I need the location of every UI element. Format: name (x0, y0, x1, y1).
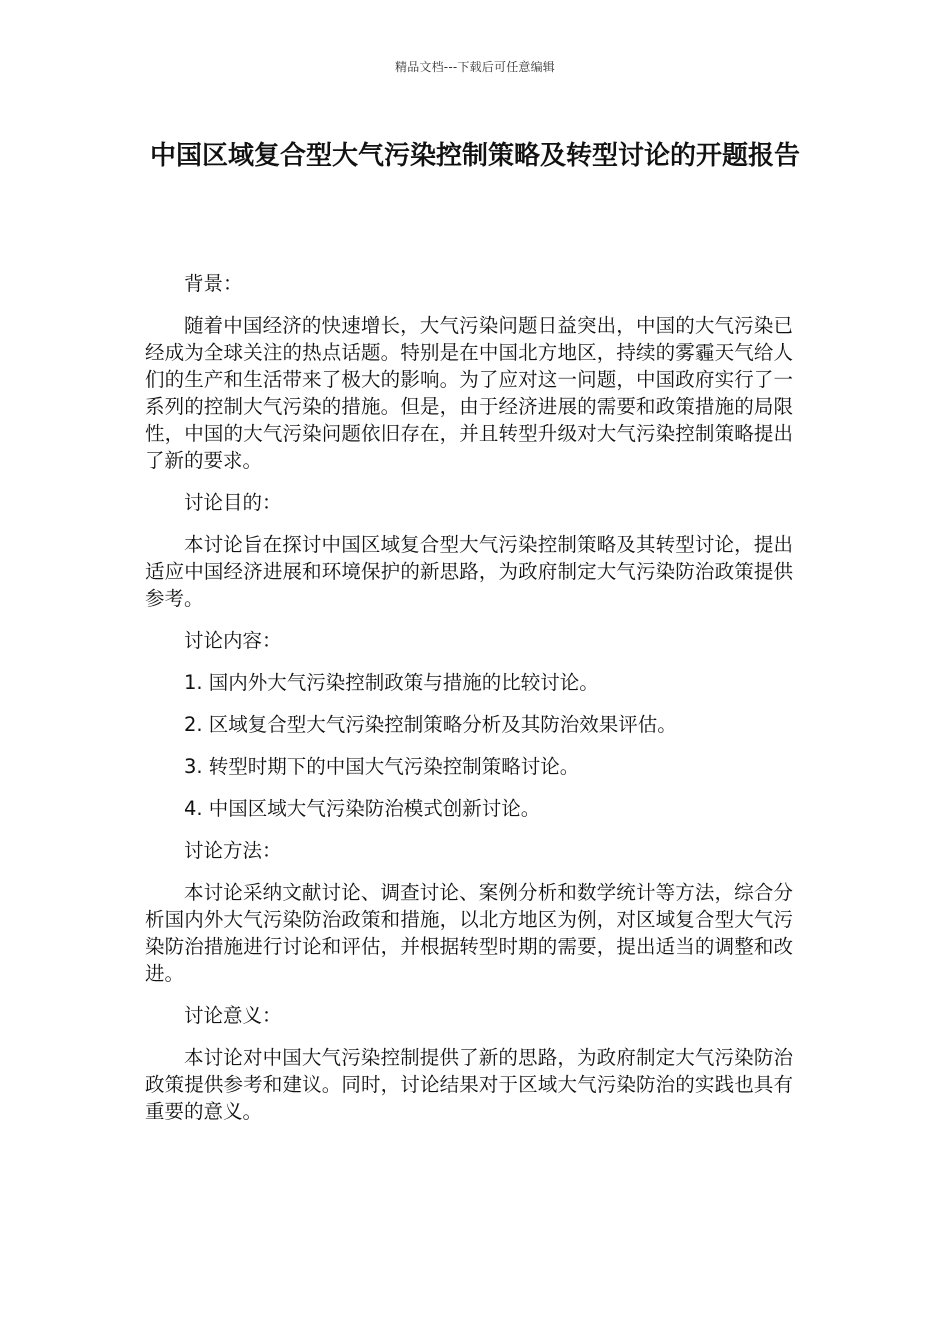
header-note: 精品文档---下载后可任意编辑 (395, 60, 555, 74)
background-paragraph: 随着中国经济的快速增长，大气污染问题日益突出，中国的大气污染已经成为全球关注的热点话题。特别是在中国北方地区，持续的雾霾天气给人们的生产和生活带来了极大的影响。为了应对这一问题，中国政府实行了一系列的控制大气污染的措施。但是，由于经济进展的需要和政策措施的局限性，中国的大气污染问题依旧存在，并且转型升级对大气污染控制策略提出了新的要求。 (145, 314, 793, 472)
document-body (145, 270, 793, 1140)
content-list-item: 3. 转型时期下的中国大气污染控制策略讨论。 (184, 755, 580, 778)
content-heading: 讨论内容： (184, 629, 282, 652)
method-paragraph: 本讨论采纳文献讨论、调查讨论、案例分析和数学统计等方法，综合分析国内外大气污染防治政策和措施，以北方地区为例，对区域复合型大气污染防治措施进行讨论和评估，并根据转型时期的需要，提出适当的调整和改进。 (145, 881, 793, 985)
content-list-item: 2. 区域复合型大气污染控制策略分析及其防治效果评估。 (184, 713, 677, 736)
purpose-paragraph: 本讨论旨在探讨中国区域复合型大气污染控制策略及其转型讨论，提出适应中国经济进展和环境保护的新思路，为政府制定大气污染防治政策提供参考。 (145, 533, 793, 610)
significance-paragraph: 本讨论对中国大气污染控制提供了新的思路，为政府制定大气污染防治政策提供参考和建议。同时，讨论结果对于区域大气污染防治的实践也具有重要的意义。 (145, 1046, 793, 1123)
document-title: 中国区域复合型大气污染控制策略及转型讨论的开题报告 (149, 141, 800, 171)
background-heading: 背景： (184, 272, 243, 295)
content-list-item: 4. 中国区域大气污染防治模式创新讨论。 (184, 797, 541, 820)
method-heading: 讨论方法： (184, 839, 282, 862)
significance-heading: 讨论意义： (184, 1004, 282, 1027)
purpose-heading: 讨论目的： (184, 491, 282, 514)
content-list-item: 1. 国内外大气污染控制政策与措施的比较讨论。 (184, 671, 599, 694)
